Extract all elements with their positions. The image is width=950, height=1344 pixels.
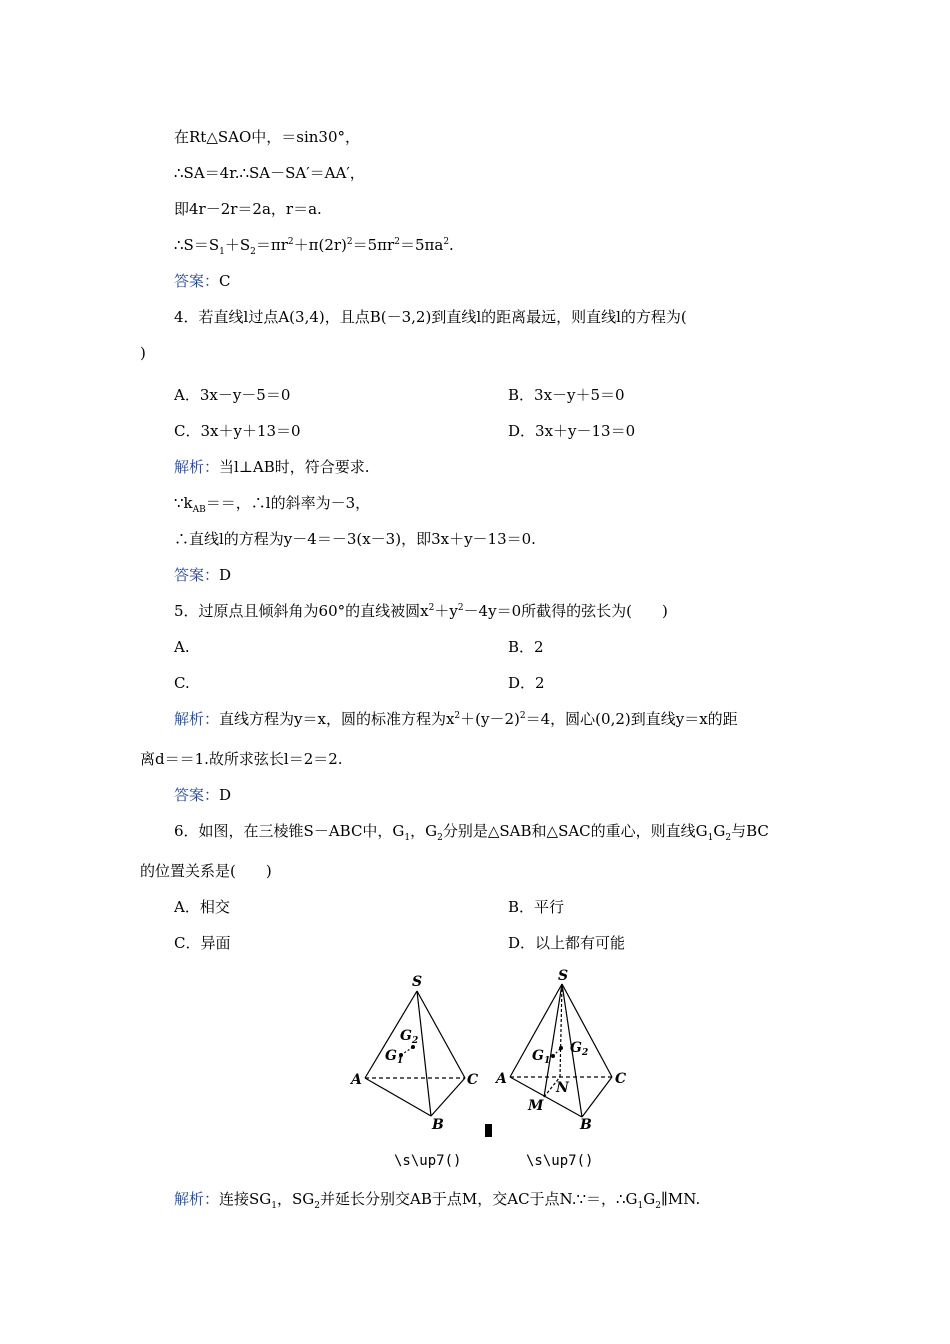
solution-line: 即4r－2r＝2a，r＝a. [174,200,322,218]
solution-label: 解析： [174,710,220,728]
figure-caption-1: \s\up7() [394,1153,462,1169]
label-b: B [580,1117,592,1133]
solution-line: $\therefore S=S_1+S_2=\pi r^2+\pi(2r)^2=5\pi r^2=5\pi a^2$. [174,236,454,257]
option-d: D．以上都有可能 [508,934,626,952]
solution-line: 在Rt△SAO中，＝sin30°， [174,128,361,146]
answer-label: 答案： [174,272,220,290]
question-6-stem: 6．如图，在三棱锥S－ABC中，$G_1$，$G_2$分别是△SAB和△SAC的重心，则直线$G_1G_2$与BC [174,822,769,843]
option-b: B．平行 [508,898,565,916]
label-b: B [432,1117,444,1133]
label-g1-sub: 1 [544,1056,551,1066]
solution-line: 解析：当l⊥AB时，符合要求. [174,458,370,476]
solution-label: 解析： [174,1190,220,1208]
option-c: C. [174,674,190,692]
answer-value: D [219,786,232,804]
question-4-stem: 4．若直线l过点A(3,4)，且点B(－3,2)到直线l的距离最远，则直线l的方程为( [174,308,687,326]
label-m: M [528,1098,544,1114]
label-n: N [556,1080,569,1096]
answer-line [174,565,231,585]
option-d: D．2 [508,674,545,692]
option-c: C．异面 [174,934,231,952]
option-c: C．3x＋y＋13＝0 [174,422,301,440]
option-b: B．2 [508,638,544,656]
label-c: C [467,1072,479,1088]
label-a: A [496,1071,507,1087]
option-a: A. [174,638,190,656]
label-g1: G [532,1048,544,1064]
question-5-stem: 5．过原点且倾斜角为60°的直线被圆$x^2+y^2-4y=0$所截得的弦长为( ) [174,602,668,620]
figure-caption-2: \s\up7() [526,1153,594,1169]
answer-label: 答案： [174,566,220,584]
label-g1-sub: 1 [397,1056,404,1066]
label-g2-sub: 2 [582,1048,589,1058]
label-s: S [412,974,423,990]
question-4-stem-cont: ) [140,344,146,362]
solution-line: $\because k_{AB}==$，∴l的斜率为－3， [174,494,371,515]
answer-line [174,785,231,805]
option-a: A．3x－y－5＝0 [174,386,291,404]
label-g2: G [400,1028,412,1044]
solution-line: 离d＝＝1.故所求弦长l＝2＝2. [140,750,343,768]
answer-label: 答案： [174,786,220,804]
option-d: D．3x＋y－13＝0 [508,422,636,440]
pyramid-figure-1 [345,968,495,1138]
question-6-stem-cont: 的位置关系是( ) [140,862,272,880]
label-g2-sub: 2 [412,1036,419,1046]
pyramid-figure-2 [490,962,640,1137]
answer-line [174,271,231,291]
answer-value: C [219,272,231,290]
option-a: A．相交 [174,898,230,916]
label-g2: G [570,1040,582,1056]
answer-value: D [219,566,232,584]
label-s: S [558,968,569,984]
solution-label: 解析： [174,458,220,476]
solution-line: 解析：连接$SG_1$，$SG_2$并延长分别交AB于点M，交AC于点N.∵＝，$\therefore G_1G_2\parallel MN$. [174,1190,701,1211]
label-a: A [351,1072,362,1088]
solution-line: ∴直线l的方程为y－4＝－3(x－3)，即3x＋y－13＝0. [174,530,536,548]
label-g1: G [385,1048,397,1064]
label-c: C [615,1071,627,1087]
solution-line: 解析：直线方程为y＝x，圆的标准方程为$x^2+(y-2)^2=4$，圆心(0,2)到直线y＝x的距 [174,710,738,728]
solution-line: ∴SA＝4r.∴SA－SA′＝AA′， [174,164,365,182]
option-b: B．3x－y＋5＝0 [508,386,625,404]
